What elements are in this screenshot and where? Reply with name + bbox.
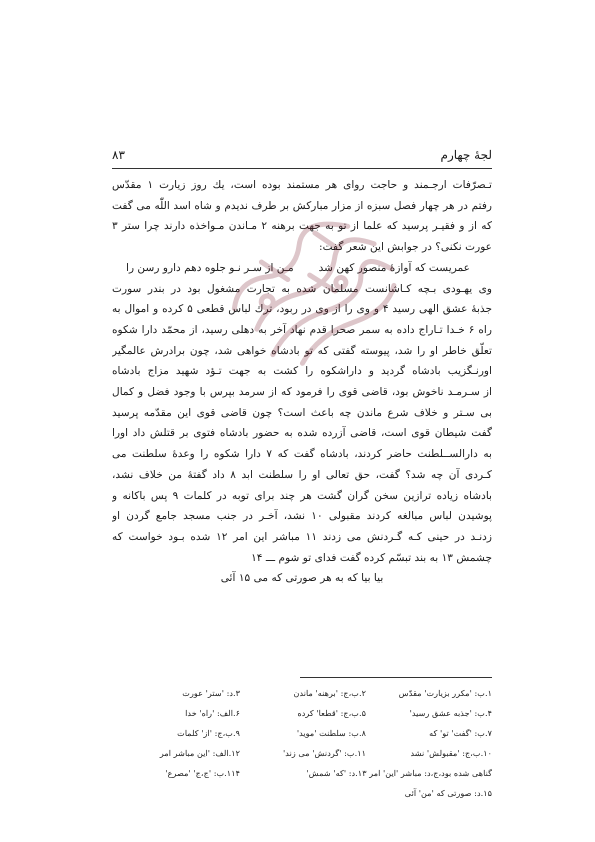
verse-couplet: [112, 258, 492, 279]
header-rule: [112, 168, 492, 169]
page-header: [112, 148, 492, 168]
footnote: ۲.ب،ج: 'برهنه' ماندن: [293, 688, 366, 698]
text-line: تـصرّفات ارجـمند و حاجت روای هر مستمند بوده است، یك روز زیارت ۱ مقدّس: [112, 179, 492, 191]
text-line: بادشاه زیاده ترازین سخن گران گشت هر چند برای توبه در کلمات ۹ پس باکانه و: [112, 489, 492, 502]
text-line: گفت شیطان قوی است، قاضی آزرده شده به حضور بادشاه فتوی بر قتلش داد اورا: [112, 427, 492, 440]
footnote: ۵.ب،ج: 'قطعا' کرده: [297, 708, 366, 718]
footnote: ۹.ب،ج: 'از' کلمات: [177, 728, 240, 738]
footnote: ۷.ب: 'گفت' تو' که: [429, 728, 492, 738]
footnote: ۱۵.د: صورتی که 'من' آئی: [404, 788, 492, 798]
text-line: زدنـد در حینی کـه گـردنش می زدند ۱۱ مباشر این امر ۱۲ شده بـود خواست که: [112, 530, 492, 543]
text-line: از سـرمـد ناخوش بود، قاضی قوی را فرمود که از سرمد بپرس با وجود فضل و کمال: [112, 386, 492, 399]
footnote: ۱۱.ب: 'گردنش' می زند': [283, 748, 366, 758]
footnote: گناهی شده بود،ج،د: مباشر 'این' امر ۱۳.د: 'که' شمش': [306, 768, 492, 778]
text-line: که از و فقیـر پرسید که علما از تو به جهت برهنه ۲ مـاندن مـواخذه دارند چرا ستر ۳: [112, 220, 492, 233]
main-text: [112, 175, 492, 589]
running-head: لجهٔ چهارم: [440, 148, 492, 162]
footnote-row: [112, 723, 492, 743]
footnote: ۱.ب: 'مکرر بزیارت' مقدّس: [398, 688, 492, 698]
verse-final: بیا بیا که به هر صورتی که می ۱۵ آئی: [220, 572, 384, 585]
footnote: ۴.ب: 'جذبه عشق رسید': [409, 708, 492, 718]
page-number: ۸۳: [112, 148, 125, 162]
footnote: ۱۰.ب،ج: 'مقبولش' نشد: [410, 748, 492, 758]
text-line: اورنـگزیب بادشاه گردید و داراشکوه را کشت به جهت تـؤد شهید مزاج بادشاه: [112, 365, 492, 378]
text-line: به دارالســلطنت حاضر کردند، بادشاه گفت که ۷ دارا شکوه را وعدهٔ سلطنت می: [112, 448, 492, 461]
text-line: تعلّق خاطر او را شد، پیوسته گفتی که تو بادشاه خواهی شد، چون برادرش عالمگیر: [112, 344, 492, 357]
footnote: ۶.الف: 'راه' خدا: [185, 708, 240, 718]
footnote-rule: [300, 677, 492, 678]
text-line: جذبهٔ عشق الهی رسید ۴ و وی را از وی در ربود، ترك لباس قطعی ۵ کرده و اموال به: [112, 303, 492, 316]
text-line: بی سـتر و خلاف شرع ماندن چه باعث است؟ چون قاضی قوی این مقدّمه پرسید: [112, 406, 492, 419]
verse-hemistich-right: عمریست که آوازهٔ منصور کهن شد: [318, 261, 470, 274]
footnote-row: [112, 743, 492, 763]
text-line: رفتم در هر چهار فصل سبزه از مزار مبارکش بر طرف ندیدم و شاه اسد اللّٰه می گفت: [112, 199, 492, 212]
text-line: عورت نکنی؟ در جوابش این شعر گفت:: [319, 241, 492, 254]
text-line: کـردی آن چه شد؟ گفت، حق تعالی او را سلطنت ابد ۸ داد گفتهٔ من خلاف نشد،: [112, 468, 492, 481]
text-line: راه ۶ خـدا تـاراج داده به سمر صحرا قدم نهاد آخر به دهلی رسید، از محمّد دارا شکوه: [112, 323, 492, 336]
footnote-row: [112, 683, 492, 703]
footnote: ۱۲.الف: 'این مباشر امر: [159, 748, 240, 758]
footnote: ۱۱۴.ب: 'ج،ج' 'مصرع': [165, 768, 240, 778]
footnote: ۳.د: 'ستر' عورت: [182, 688, 240, 698]
text-line: چشمش ۱۳ به بند تبسّم کرده گفت فدای تو شوم ـــ ۱۴: [251, 551, 492, 564]
text-line: پوشیدن لباس مبالغه کردند مقبولی ۱۰ نشد، آخـر در جنب مسجد جامع گردن او: [112, 510, 492, 523]
footnotes: [112, 683, 492, 803]
footnote-row: [112, 763, 492, 783]
text-line: وی یهـودی بـچه کـاشانست مسلمان شده به تجارت مشغول بود در بندر سورت: [112, 282, 492, 295]
footnote: ۸.ب: سلطنت 'موید': [296, 728, 366, 738]
footnote-row: [112, 703, 492, 723]
verse-hemistich-left: مـن از سـر نـو جلوه دهم دارو رسن را: [126, 261, 294, 274]
